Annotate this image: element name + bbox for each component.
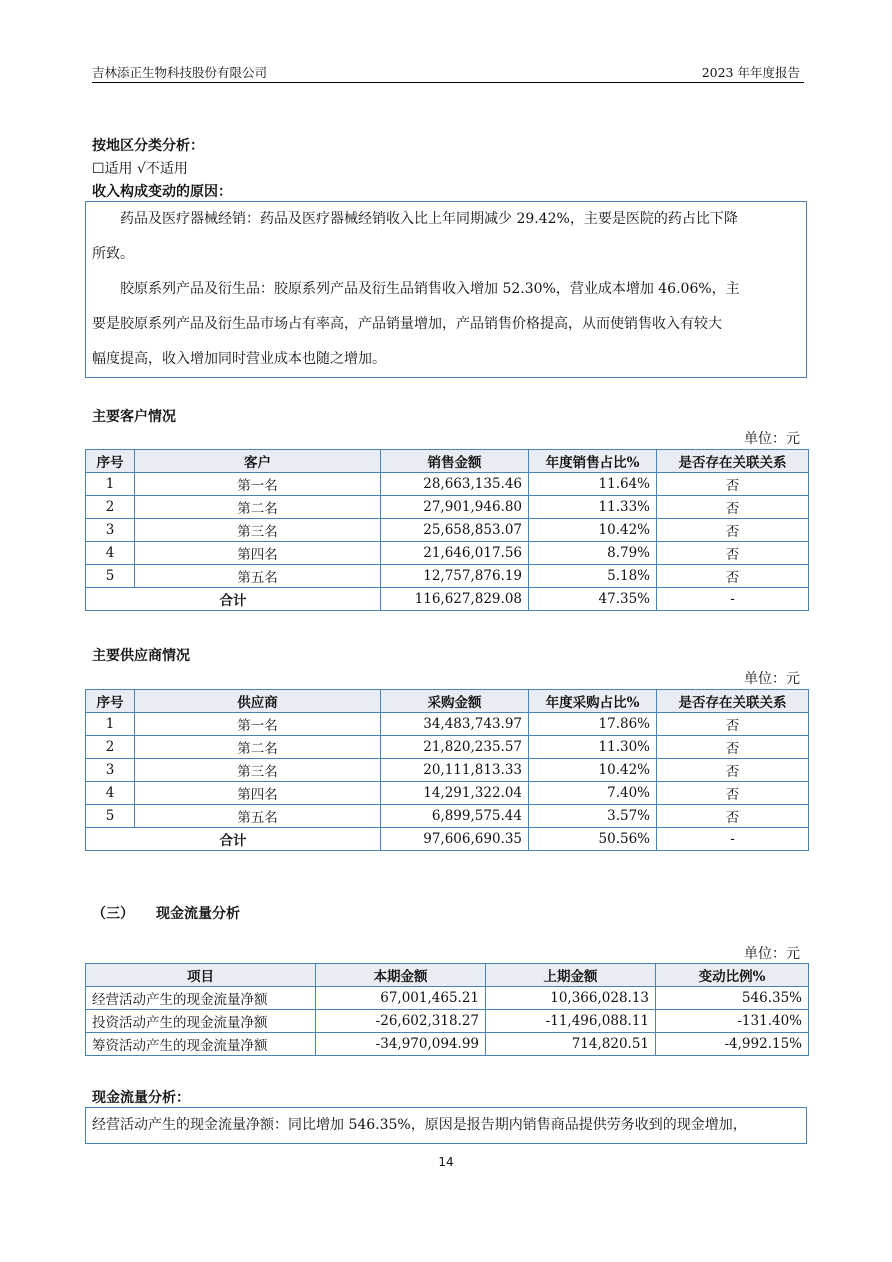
- cashflow-analysis-box: [85, 1107, 807, 1144]
- region-analysis-title: 按地区分类分析：: [92, 138, 204, 154]
- table-cell: 第三名: [135, 519, 381, 542]
- company-name: 吉林添正生物科技股份有限公司: [92, 65, 268, 80]
- col-header: 年度销售占比%: [529, 450, 657, 473]
- table-row: [86, 1033, 809, 1056]
- table-cell: 否: [657, 805, 809, 828]
- table-cell: 4: [86, 782, 135, 805]
- table-cell: 第一名: [135, 473, 381, 496]
- table-cell: 否: [657, 759, 809, 782]
- col-header: 是否存在关联关系: [657, 450, 809, 473]
- section-number: （三）: [92, 906, 134, 922]
- table-cell: 50.56%: [529, 828, 657, 851]
- table-row: [86, 736, 809, 759]
- customers-header-row: [86, 450, 809, 473]
- table-cell: 3: [86, 759, 135, 782]
- revenue-para-2: 胶原系列产品及衍生品：胶原系列产品及衍生品销售收入增加 52.30%，营业成本增加 46.06%，主: [120, 281, 740, 297]
- table-cell: 第二名: [135, 496, 381, 519]
- revenue-para-2-cont: 要是胶原系列产品及衍生品市场占有率高，产品销量增加，产品销售价格提高，从而使销售收入有较大: [92, 316, 722, 332]
- table-cell: 47.35%: [529, 588, 657, 611]
- table-cell: 否: [657, 713, 809, 736]
- table-cell: 8.79%: [529, 542, 657, 565]
- table-cell: 11.30%: [529, 736, 657, 759]
- table-cell: -: [657, 828, 809, 851]
- table-cell: 否: [657, 473, 809, 496]
- table-cell: -4,992.15%: [656, 1033, 809, 1056]
- table-cell: 经营活动产生的现金流量净额: [86, 987, 316, 1010]
- section-title: 现金流量分析: [156, 906, 240, 922]
- table-cell: 第一名: [135, 713, 381, 736]
- table-cell: 1: [86, 473, 135, 496]
- table-cell: 否: [657, 542, 809, 565]
- table-cell: 第五名: [135, 565, 381, 588]
- table-cell: 否: [657, 782, 809, 805]
- suppliers-title: 主要供应商情况: [92, 648, 190, 664]
- col-header: 销售金额: [381, 450, 529, 473]
- table-cell: 28,663,135.46: [381, 473, 529, 496]
- table-cell: 2: [86, 736, 135, 759]
- suppliers-unit: 单位：元: [744, 671, 800, 687]
- customers-table: [85, 449, 809, 611]
- table-cell: 4: [86, 542, 135, 565]
- revenue-change-box: [85, 201, 807, 378]
- col-header: 是否存在关联关系: [657, 690, 809, 713]
- header-rule: [92, 82, 804, 83]
- table-cell: 97,606,690.35: [381, 828, 529, 851]
- table-cell: 6,899,575.44: [381, 805, 529, 828]
- table-cell: -131.40%: [656, 1010, 809, 1033]
- table-cell: -11,496,088.11: [486, 1010, 656, 1033]
- customers-title: 主要客户情况: [92, 409, 176, 425]
- revenue-para-1-cont: 所致。: [92, 246, 134, 262]
- table-cell: 10.42%: [529, 519, 657, 542]
- table-cell: 546.35%: [656, 987, 809, 1010]
- table-row: [86, 713, 809, 736]
- table-cell: -: [657, 588, 809, 611]
- col-header: 序号: [86, 690, 135, 713]
- table-cell: 1: [86, 713, 135, 736]
- table-cell: -34,970,094.99: [316, 1033, 486, 1056]
- col-header: 年度采购占比%: [529, 690, 657, 713]
- total-row: [86, 588, 809, 611]
- table-cell: 第五名: [135, 805, 381, 828]
- total-label: 合计: [86, 828, 381, 851]
- table-row: [86, 805, 809, 828]
- table-cell: 11.64%: [529, 473, 657, 496]
- table-cell: -26,602,318.27: [316, 1010, 486, 1033]
- table-row: [86, 782, 809, 805]
- table-cell: 25,658,853.07: [381, 519, 529, 542]
- table-cell: 否: [657, 565, 809, 588]
- table-cell: 3.57%: [529, 805, 657, 828]
- table-cell: 21,646,017.56: [381, 542, 529, 565]
- table-cell: 11.33%: [529, 496, 657, 519]
- table-row: [86, 496, 809, 519]
- table-row: [86, 519, 809, 542]
- table-cell: 否: [657, 519, 809, 542]
- table-cell: 14,291,322.04: [381, 782, 529, 805]
- table-cell: 5: [86, 565, 135, 588]
- table-cell: 12,757,876.19: [381, 565, 529, 588]
- table-row: [86, 1010, 809, 1033]
- table-cell: 67,001,465.21: [316, 987, 486, 1010]
- table-cell: 第三名: [135, 759, 381, 782]
- table-row: [86, 759, 809, 782]
- table-row: [86, 473, 809, 496]
- table-cell: 21,820,235.57: [381, 736, 529, 759]
- table-cell: 714,820.51: [486, 1033, 656, 1056]
- table-cell: 17.86%: [529, 713, 657, 736]
- table-row: [86, 542, 809, 565]
- table-cell: 34,483,743.97: [381, 713, 529, 736]
- table-cell: 投资活动产生的现金流量净额: [86, 1010, 316, 1033]
- table-cell: 2: [86, 496, 135, 519]
- suppliers-table: [85, 689, 809, 851]
- table-cell: 5.18%: [529, 565, 657, 588]
- customers-unit: 单位：元: [744, 431, 800, 447]
- cashflow-table: [85, 963, 809, 1056]
- total-label: 合计: [86, 588, 381, 611]
- table-cell: 第四名: [135, 782, 381, 805]
- table-row: [86, 565, 809, 588]
- table-cell: 3: [86, 519, 135, 542]
- table-cell: 5: [86, 805, 135, 828]
- cashflow-header-row: [86, 964, 809, 987]
- revenue-para-2-end: 幅度提高，收入增加同时营业成本也随之增加。: [92, 351, 386, 367]
- report-title: 2023 年年度报告: [701, 65, 800, 80]
- col-header: 供应商: [135, 690, 381, 713]
- table-cell: 7.40%: [529, 782, 657, 805]
- total-row: [86, 828, 809, 851]
- col-header: 客户: [135, 450, 381, 473]
- table-cell: 第二名: [135, 736, 381, 759]
- cashflow-unit: 单位：元: [744, 946, 800, 962]
- col-header: 序号: [86, 450, 135, 473]
- table-cell: 筹资活动产生的现金流量净额: [86, 1033, 316, 1056]
- revenue-change-title: 收入构成变动的原因：: [92, 184, 232, 200]
- table-cell: 10.42%: [529, 759, 657, 782]
- table-row: [86, 987, 809, 1010]
- col-header: 上期金额: [486, 964, 656, 987]
- page-number: 14: [438, 1155, 454, 1169]
- col-header: 项目: [86, 964, 316, 987]
- col-header: 采购金额: [381, 690, 529, 713]
- table-cell: 20,111,813.33: [381, 759, 529, 782]
- revenue-para-1: 药品及医疗器械经销：药品及医疗器械经销收入比上年同期减少 29.42%，主要是医院的药占比下降: [120, 211, 738, 227]
- region-applicability: ☐适用 √不适用: [92, 161, 188, 177]
- table-cell: 否: [657, 736, 809, 759]
- col-header: 本期金额: [316, 964, 486, 987]
- table-cell: 27,901,946.80: [381, 496, 529, 519]
- cashflow-analysis-text: 经营活动产生的现金流量净额：同比增加 546.35%，原因是报告期内销售商品提供劳务收到的现金增加，: [92, 1117, 747, 1133]
- cashflow-analysis-title: 现金流量分析：: [92, 1090, 190, 1106]
- suppliers-header-row: [86, 690, 809, 713]
- table-cell: 第四名: [135, 542, 381, 565]
- col-header: 变动比例%: [656, 964, 809, 987]
- table-cell: 10,366,028.13: [486, 987, 656, 1010]
- table-cell: 否: [657, 496, 809, 519]
- table-cell: 116,627,829.08: [381, 588, 529, 611]
